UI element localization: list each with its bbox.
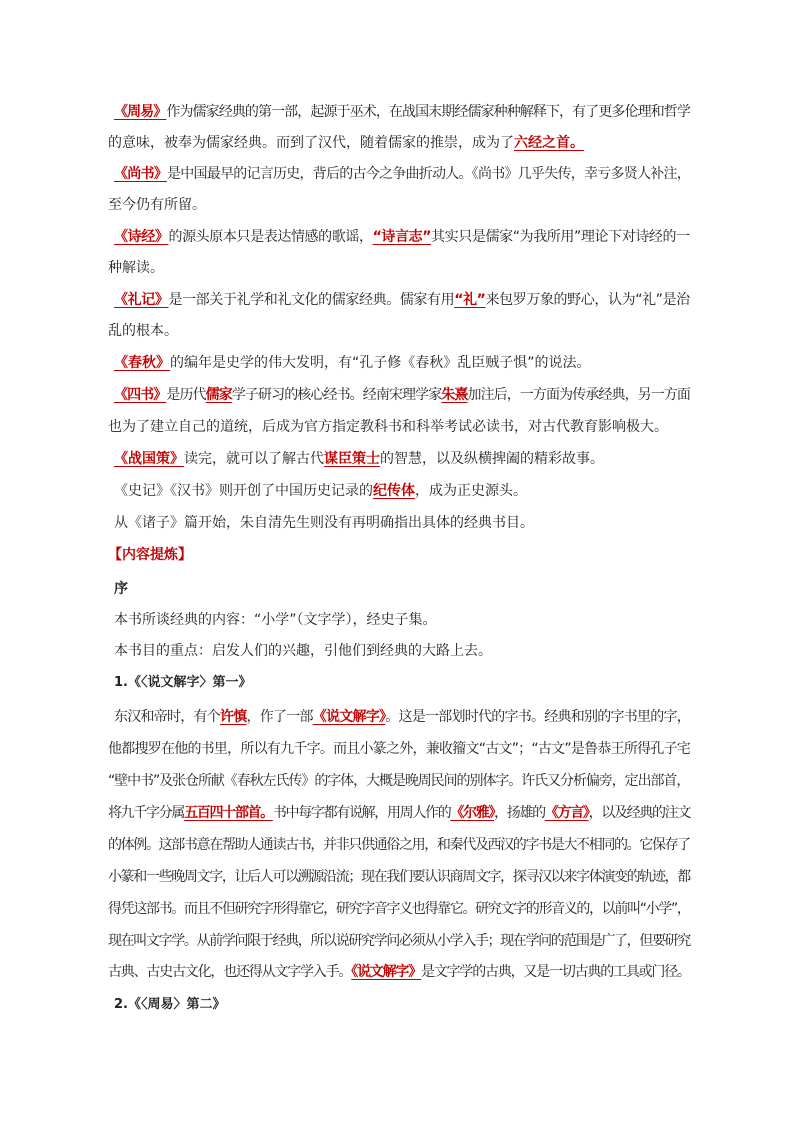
highlight-xushen: 许慎 [220, 709, 247, 725]
preface-title: 序 [114, 581, 128, 597]
paragraph-shangshu-line-1: 《尚书》是中国最早的记言历史，背后的古今之争曲折动人。《尚书》几乎失传，幸亏多贤人补注， [114, 166, 690, 182]
preface-line-2: 本书目的重点：启发人们的兴趣，引他们到经典的大路上去。 [114, 643, 492, 659]
paragraph-chunqiu-line-1: 《春秋》的编年是史学的伟大发明，有“孔子修《春秋》乱臣贼子惧”的说法。 [114, 355, 591, 371]
paragraph-shangshu-line-2: 至今仍有所留。 [108, 197, 206, 213]
highlight-shiyanzhi: “诗言志” [372, 229, 432, 245]
highlight-zhuxi: 朱熹 [441, 387, 468, 403]
paragraph-shijing-line-1: 《诗经》的源头原本只是表达情感的歌谣，“诗言志”其实只是儒家“为我所用”理论下对诗经的一 [114, 229, 690, 245]
paragraph-zhouyi-line-1: 《周易》作为儒家经典的第一部，起源于巫术，在战国末期经儒家种种解释下，有了更多伦理和哲学 [114, 104, 690, 120]
book-title-zhanguoce: 《战国策》 [114, 451, 184, 467]
section-1-line-3: “壁中书”及张仓所献《春秋左氏传》的字体，大概是晚周民间的别体字。许氏又分析偏旁，定出部首， [108, 773, 690, 789]
preface-line-1: 本书所谈经典的内容：“小学”（文字学），经史子集。 [114, 612, 437, 628]
highlight-li: “礼” [454, 292, 486, 308]
paragraph-sishu-line-2: 也为了建立自己的道统，后成为官方指定教科书和科举考试必读书，对古代教育影响极大。 [108, 419, 668, 435]
paragraph-sishu-line-1: 《四书》是历代儒家学子研习的核心经书。经南宋理学家朱熹加注后，一方面为传承经典，另一方面 [114, 387, 691, 403]
paragraph-zhanguoce-line-1: 《战国策》读完，就可以了解古代谋臣策士的智慧，以及纵横捭阖的精彩故事。 [114, 451, 604, 467]
paragraph-zhouyi-line-2: 的意味，被奉为儒家经典。而到了汉代，随着儒家的推崇，成为了六经之首。 [108, 135, 584, 151]
section-1-title: 1.《〈说文解字〉第一》 [114, 675, 252, 690]
section-1-line-4: 将九千字分属五百四十部首。书中每字都有说解，用周人作的《尔雅》，扬雄的《方言》，以及经典的注文 [108, 805, 691, 821]
section-1-line-9: 古典、古史古文化，也还得从文字学入手。《说文解字》是文字学的古典，又是一切古典的工具或门径。 [108, 964, 690, 980]
section-1-line-7: 得凭这部书。而且不但研究字形得靠它，研究字音字义也得靠它。研究文字的形音义的，以前叫“小学”， [108, 901, 690, 917]
section-1-line-8: 现在叫文字学。从前学问限于经典，所以说研究学问必须从小学入手；现在学问的范围是广了，但要研究 [108, 933, 690, 949]
book-title-sishu: 《四书》 [114, 387, 167, 403]
highlight-bushou: 五百四十部首。 [184, 805, 273, 821]
section-1-line-5: 的体例。这部书意在帮助人通读古书，并非只供通俗之用，和秦代及西汉的字书是大不相同的。它保存了 [108, 837, 690, 853]
content-summary-heading: 【内容提炼】 [108, 547, 192, 563]
highlight-jizhuanti: 纪传体 [373, 483, 415, 499]
book-title-shuowen: 《说文解字》 [312, 709, 386, 725]
book-title-chunqiu: 《春秋》 [114, 355, 170, 371]
paragraph-liji-line-1: 《礼记》是一部关于礼学和礼文化的儒家经典。儒家有用“礼”来包罗万象的野心，认为“礼”是治 [114, 292, 690, 308]
section-2-title: 2.《〈周易〉第二》 [114, 997, 226, 1012]
book-title-erya: 《尔雅》 [450, 805, 495, 821]
highlight-rujia: 儒家 [205, 387, 232, 403]
book-title-shijing: 《诗经》 [114, 229, 169, 245]
paragraph-liji-line-2: 乱的根本。 [108, 323, 178, 339]
highlight-mouchen: 谋臣策士 [324, 451, 380, 467]
section-1-line-2: 他都搜罗在他的书里，所以有九千字。而且小篆之外，兼收籀文“古文”；“古文”是鲁恭王所得孔子宅 [108, 741, 691, 757]
book-title-fangyan: 《方言》 [544, 805, 589, 821]
book-title-liji: 《礼记》 [114, 292, 169, 308]
highlight-liujing: 六经之首。 [514, 135, 584, 151]
book-title-zhouyi: 《周易》 [114, 104, 167, 120]
book-title-shuowen-2: 《说文解字》 [351, 964, 422, 980]
paragraph-shijing-line-2: 种解读。 [108, 260, 164, 276]
paragraph-zhuzi-line-1: 从《诸子》篇开始，朱自清先生则没有再明确指出具体的经典书目。 [114, 515, 534, 531]
paragraph-shiji-line-1: 《史记》《汉书》则开创了中国历史记录的纪传体，成为正史源头。 [114, 483, 527, 499]
section-1-line-1: 东汉和帝时，有个许慎，作了一部《说文解字》。这是一部划时代的字书。经典和别的字书里的字， [114, 709, 690, 725]
book-title-shangshu: 《尚书》 [114, 166, 167, 182]
section-1-line-6: 小篆和一些晚周文字，让后人可以溯源沿流；现在我们要认识商周文字，探寻汉以来字体演变的轨迹，都 [108, 869, 690, 885]
